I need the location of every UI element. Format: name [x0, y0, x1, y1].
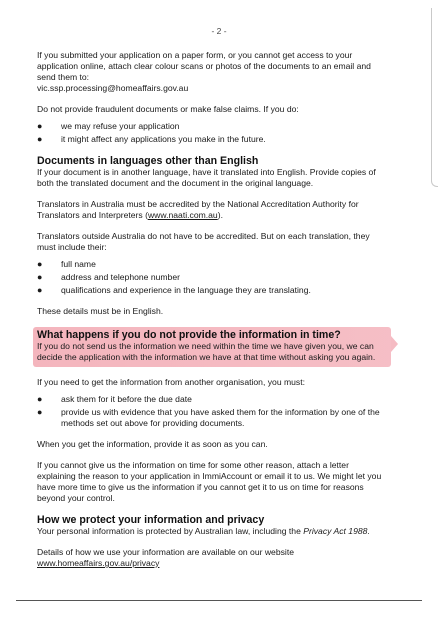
privacy-heading: How we protect your information and privacy	[37, 514, 265, 526]
bullet-icon: ●	[37, 407, 43, 417]
paper-form-line-1: If you submitted your application on a paper form, or you cannot get access to your	[37, 50, 353, 60]
list-item: ● address and telephone number	[37, 272, 180, 282]
processing-email[interactable]: vic.ssp.processing@homeaffairs.gov.au	[37, 83, 189, 93]
fraud-consequences-list	[37, 121, 387, 145]
bullet-icon: ●	[37, 134, 43, 144]
naati-link[interactable]: www.naati.com.au	[147, 210, 218, 220]
bullet-icon: ●	[37, 259, 43, 269]
other-organisation-text: If you need to get the information from another organisation, you must:	[37, 377, 305, 387]
paper-form-paragraph	[37, 50, 387, 94]
paper-form-line-3: send them to:	[37, 72, 90, 82]
paper-form-line-2: application online, attach clear colour scans or photos of the documents to an email and	[37, 61, 371, 71]
languages-text: If your document is in another language, have it translated into English. Provide copies of both the translated document and the document in the original language.	[37, 167, 376, 188]
english-note: These details must be in English.	[37, 306, 164, 316]
footer-divider	[16, 600, 422, 601]
bullet-icon: ●	[37, 285, 43, 295]
translator-details-list	[37, 259, 387, 296]
bullet-icon: ●	[37, 272, 43, 282]
privacy-act: Privacy Act 1988	[303, 526, 368, 536]
translators-australia: Translators in Australia must be accredited by the National Accreditation Authority for Translators and Interpreters (www.naati.com.au).	[37, 199, 359, 220]
list-item: ● provide us with evidence that you have asked them for the information by one of the methods set out above for providing documents.	[37, 407, 380, 428]
list-item: ● qualifications and experience in the language they are translating.	[37, 285, 311, 295]
bullet-icon: ●	[37, 121, 43, 131]
organisation-steps-list	[37, 394, 387, 429]
privacy-link[interactable]: www.homeaffairs.gov.au/privacy	[37, 558, 160, 568]
fraud-warning: Do not provide fraudulent documents or make false claims. If you do:	[37, 104, 299, 114]
cannot-give-text: If you cannot give us the information on time for some other reason, attach a letter explaining the reason to your application in ImmiAccount or email it to us. We might let you have more time to give us the information if you cannot get it to us on time for reasons beyond your control.	[37, 460, 382, 503]
list-item: ● ask them for it before the due date	[37, 394, 192, 404]
list-item: ● we may refuse your application	[37, 121, 180, 131]
bullet-icon: ●	[37, 394, 43, 404]
highlighted-section	[33, 327, 391, 367]
list-item: ● full name	[37, 259, 96, 269]
languages-heading: Documents in languages other than English	[37, 155, 259, 167]
deadline-text: If you do not send us the information we need within the time we have given you, we can decide the application with the information we have at that time without asking you again.	[37, 341, 376, 362]
privacy-details: Details of how we use your information are available on our website www.homeaffairs.gov.au/privacy	[37, 547, 294, 568]
page-number: - 2 -	[211, 26, 227, 36]
when-you-get-text: When you get the information, provide it as soon as you can.	[37, 439, 268, 449]
privacy-text: Your personal information is protected by Australian law, including the Privacy Act 1988.	[37, 526, 370, 536]
translators-outside: Translators outside Australia do not have to be accredited. But on each translation, they must include their:	[37, 231, 370, 252]
document-body	[37, 50, 387, 579]
deadline-heading: What happens if you do not provide the information in time?	[37, 329, 341, 341]
list-item: ● it might affect any applications you make in the future.	[37, 134, 266, 144]
